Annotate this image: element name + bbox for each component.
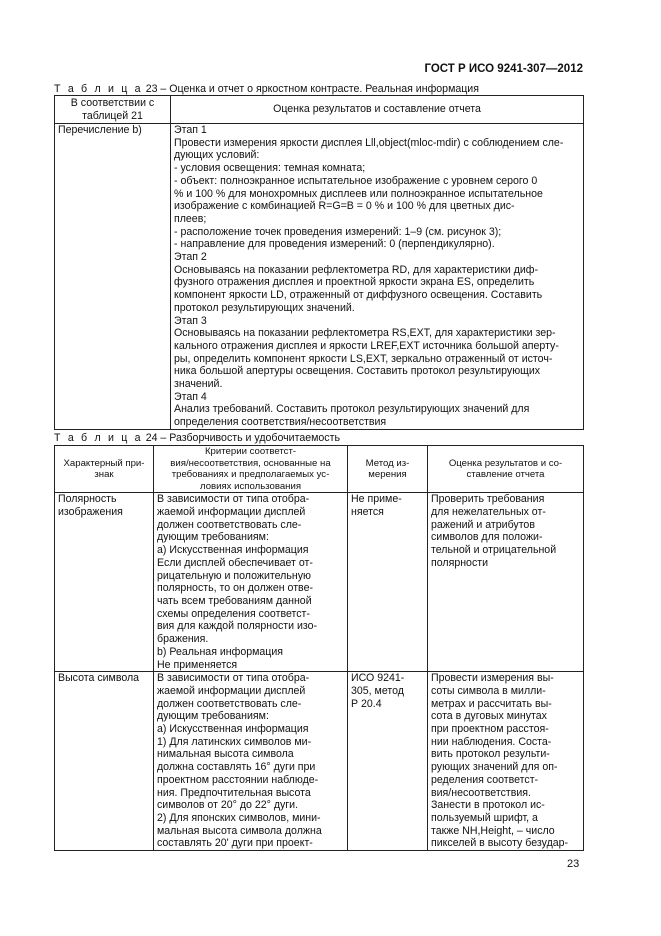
text-line: Этап 1: [174, 124, 207, 136]
text-line: должен соответствовать сле-: [157, 697, 302, 710]
table23-row: [55, 124, 584, 430]
table23-row-col1: Перечисление b): [55, 124, 171, 430]
header-line: требованиях и предполагаемых ус-: [171, 469, 330, 481]
header-line: мерения: [368, 469, 407, 481]
text-line: - направление для проведения измерений: 0 (перпендикулярно).: [174, 238, 495, 251]
text-line: жаемой информации дисплей: [157, 684, 306, 697]
header-line: вия/несоответствия, основанные на: [170, 457, 331, 469]
text-line: чать всем требованиям данной: [157, 595, 312, 607]
feature-cell: [55, 672, 154, 851]
text-line: b) Реальная информация: [157, 645, 284, 658]
header-line: Критерии соответст-: [204, 446, 297, 457]
page-number: 23: [567, 858, 580, 870]
table23: [54, 95, 584, 430]
text-line: Полярность: [58, 493, 117, 506]
text-line: - объект: полноэкранное испытательное изображение с уровнем серого 0: [174, 174, 538, 187]
text-line: кального отражения дисплея и яркости LREF,EXT источника большой аперту-: [174, 339, 559, 352]
text-line: % и 100 % для монохромных дисплеев или полноэкранное испытательное: [174, 187, 543, 200]
text-line: Провести измерения вы-: [431, 672, 554, 685]
header-line: Метод из-: [365, 457, 410, 469]
text-line: дующих условий:: [174, 149, 260, 162]
text-line: изображение с комбинацией R=G=B = 0 % и 100 % для цветных дис-: [174, 200, 515, 213]
table23-caption: [54, 83, 479, 95]
text-line: схемы определения соответст-: [157, 607, 310, 620]
table24-label: Т а б л и ц а: [54, 432, 143, 444]
criteria-cell: [154, 672, 348, 851]
table24: [54, 445, 584, 851]
method-cell: [348, 672, 428, 851]
table23-header-row: [55, 96, 584, 124]
text-line: протокол результирующих значений.: [174, 301, 355, 314]
text-line: Основываясь на показании рефлектометра RS,EXT, для характеристики зер-: [174, 327, 556, 340]
text-line: Этап 2: [174, 251, 207, 264]
text-line: должен соответствовать сле-: [157, 518, 302, 531]
text-line: при проектном расстоя-: [431, 723, 549, 736]
text-line: Провести измерения яркости дисплея Lll,object(mloc-mdir) с соблюдением сле-: [174, 136, 564, 149]
text-line: полярность, то он должен отве-: [157, 582, 313, 595]
table24-header-method: [348, 446, 428, 493]
header-line: ставление отчета: [466, 469, 545, 481]
text-line: пользуемый шрифт, а: [431, 811, 538, 824]
header-line: Характерный при-: [63, 457, 145, 469]
text-line: сота в дуговых минутах: [431, 710, 547, 723]
text-line: полярности: [431, 556, 489, 569]
text-line: дующим требованиям:: [157, 531, 269, 544]
text-line: дующим требованиям:: [157, 710, 269, 723]
table23-row-col2: [171, 124, 584, 430]
text-line: определения соответствия/несоответствия: [174, 416, 387, 429]
text-line: нимальная высота символа: [157, 748, 294, 761]
header-line: знак: [94, 469, 114, 481]
table24-header-feature: [55, 446, 154, 493]
text-line: а) Искусственная информация: [157, 723, 309, 736]
text-line: бражения.: [157, 633, 209, 646]
table24-title: 24 – Разборчивость и удобочитаемость: [145, 432, 340, 444]
text-line: няется: [351, 506, 384, 519]
text-line: ры, определить компонент яркости LS,EXT, зеркально отраженный от источ-: [174, 352, 553, 365]
text-line: должна составлять 16° дуги при: [157, 761, 316, 774]
text-line: символов для положи-: [431, 531, 543, 544]
text-line: а) Искусственная информация: [157, 544, 309, 557]
text-line: Занести в протокол ис-: [431, 799, 545, 812]
evaluation-cell: [428, 672, 584, 851]
table23-label: Т а б л и ц а: [54, 83, 143, 95]
text-line: В зависимости от типа отобра-: [157, 493, 310, 506]
text-line: ника большой апертуры освещения. Составить протокол результирующих: [174, 365, 541, 378]
text-line: Если дисплей обеспечивает от-: [157, 556, 313, 569]
method-cell: [348, 493, 428, 672]
table23-header-col2: Оценка результатов и составление отчета: [171, 96, 584, 124]
table-row: [55, 672, 584, 851]
header-line: В соответствии с: [70, 97, 155, 109]
text-line: компонент яркости LD, отраженный от диффузного освещения. Составить: [174, 289, 543, 302]
table24-header-evaluation: [428, 446, 584, 493]
text-line: Высота символа: [58, 672, 140, 685]
text-line: пикселей в высоту безудар-: [431, 837, 569, 850]
text-line: Не приме-: [351, 493, 402, 506]
text-line: - расположение точек проведения измерений: 1–9 (см. рисунок 3);: [174, 225, 502, 238]
table23-header-col1: [55, 96, 171, 124]
text-line: тельной и отрицательной: [431, 544, 557, 557]
text-line: значений.: [174, 378, 223, 391]
header-line: Оценка результатов и со-: [448, 457, 563, 469]
feature-cell: [55, 493, 154, 672]
text-line: вия/несоответствия.: [431, 786, 531, 799]
text-line: 305, метод: [351, 684, 404, 697]
text-line: - условия освещения: темная комната;: [174, 162, 366, 175]
table24-header-row: [55, 446, 584, 493]
text-line: фузного отражения дисплея и проектной яркости экрана ES, определить: [174, 276, 535, 289]
text-line: Не применяется: [157, 658, 238, 671]
text-line: Проверить требования: [431, 493, 545, 506]
text-line: рицательную и положительную: [157, 569, 311, 582]
text-line: соты символа в милли-: [431, 684, 546, 697]
text-line: плеев;: [174, 212, 207, 225]
text-line: Основываясь на показании рефлектометра RD, для характеристики диф-: [174, 263, 539, 276]
text-line: символов от 20° до 22° дуги.: [157, 799, 299, 812]
text-line: вия для каждой полярности изо-: [157, 620, 318, 633]
text-line: ния. Предпочтительная высота: [157, 786, 311, 799]
table-row: [55, 493, 584, 672]
text-line: мальная высота символа должна: [157, 824, 322, 837]
text-line: нии наблюдения. Соста-: [431, 735, 552, 748]
text-line: жаемой информации дисплей: [157, 506, 306, 519]
text-line: метрах и рассчитать вы-: [431, 697, 552, 710]
text-line: Р 20.4: [351, 697, 382, 710]
text-line: Анализ требований. Составить протокол результирующих значений для: [174, 403, 530, 416]
text-line: Этап 3: [174, 314, 207, 327]
header-line: ловиях использования: [199, 480, 302, 492]
header-line: таблицей 21: [82, 109, 143, 122]
text-line: составлять 20' дуги при проект-: [157, 837, 313, 850]
table24-header-criteria: [154, 446, 348, 493]
text-line: ределения соответст-: [431, 773, 539, 786]
document-header: ГОСТ Р ИСО 9241-307—2012: [424, 63, 583, 75]
text-line: вить протокол результи-: [431, 748, 550, 761]
table23-title: 23 – Оценка и отчет о яркостном контрасте. Реальная информация: [145, 83, 479, 95]
text-line: для нежелательных от-: [431, 506, 546, 519]
text-line: ражений и атрибутов: [431, 518, 535, 531]
text-line: проектном расстоянии наблюде-: [157, 773, 319, 786]
table24-caption: [54, 432, 340, 444]
criteria-cell: [154, 493, 348, 672]
evaluation-cell: [428, 493, 584, 672]
text-line: 1) Для латинских символов ми-: [157, 735, 312, 748]
text-line: В зависимости от типа отобра-: [157, 672, 310, 685]
text-line: изображения: [58, 506, 123, 519]
text-line: ИСО 9241-: [351, 672, 405, 685]
text-line: Этап 4: [174, 390, 207, 403]
text-line: 2) Для японских символов, мини-: [157, 811, 321, 824]
text-line: также NH,Height, – число: [431, 824, 555, 837]
text-line: рующих значений для оп-: [431, 761, 558, 774]
